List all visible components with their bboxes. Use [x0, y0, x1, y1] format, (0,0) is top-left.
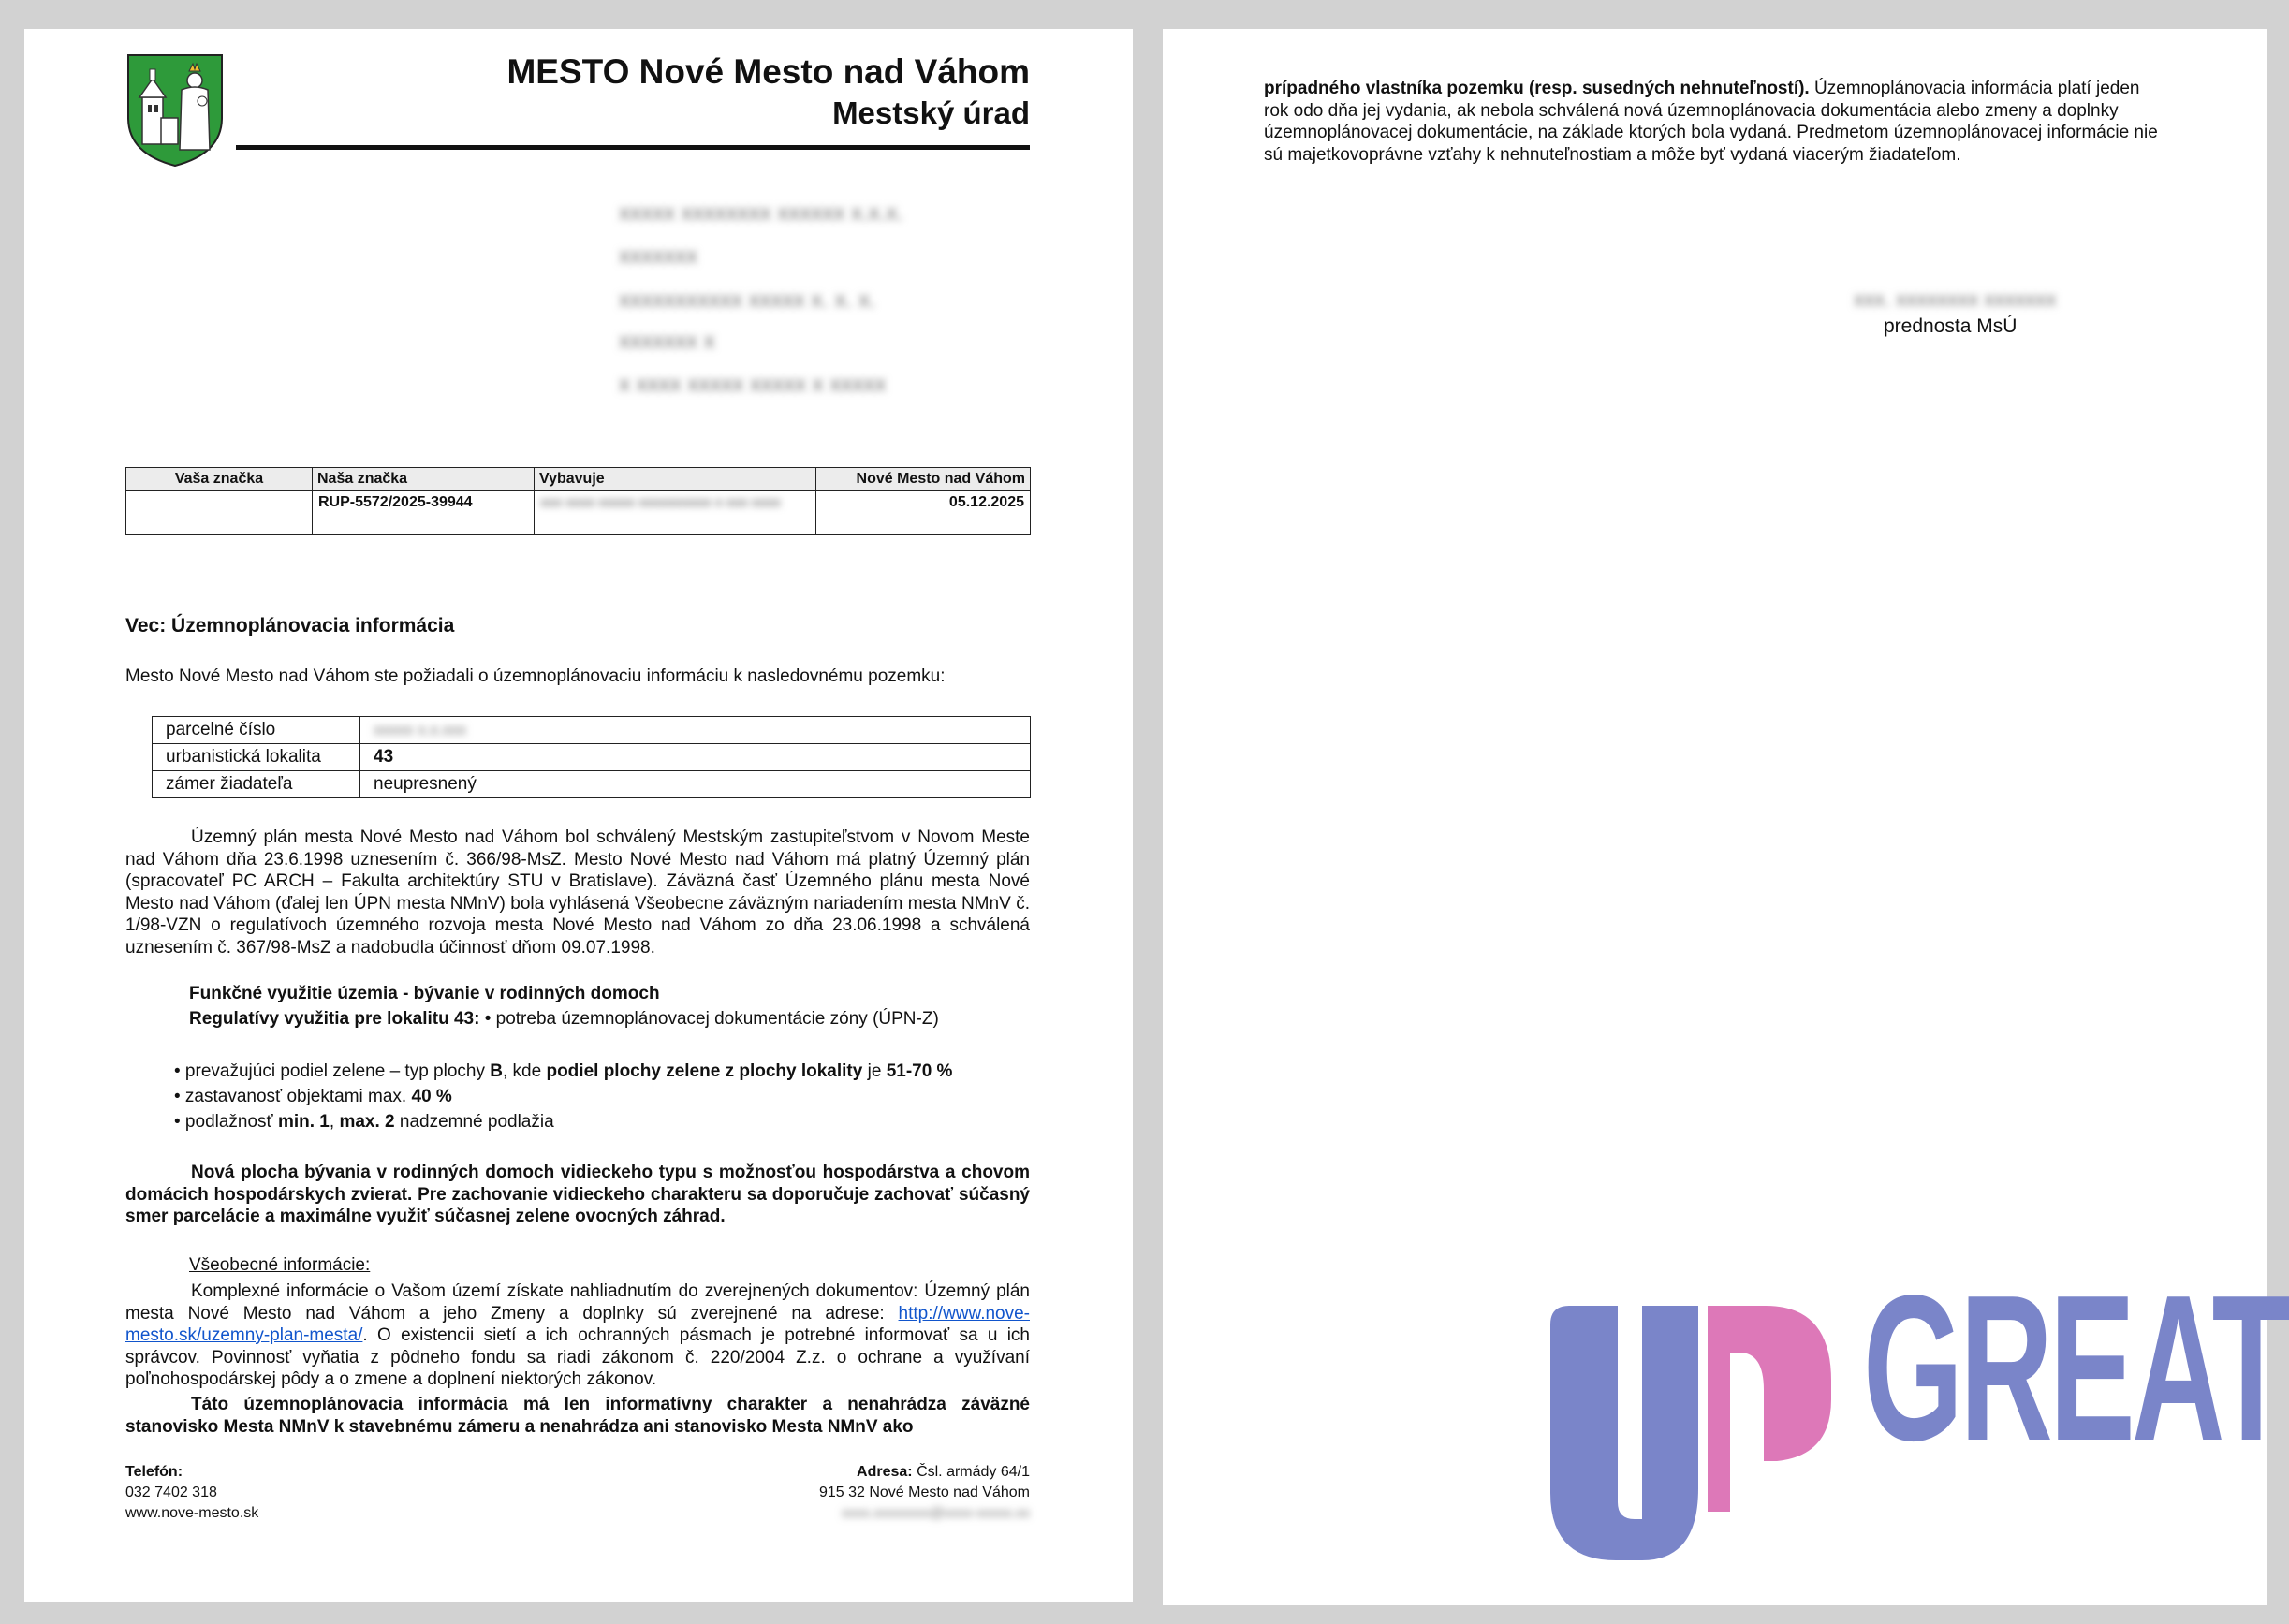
general-info-paragraph — [125, 1280, 1030, 1391]
city-coat-of-arms-icon — [125, 52, 225, 168]
bullet-text: , kde — [502, 1061, 547, 1081]
function-line: Funkčné využitie územia - bývanie v rodinných domoch — [189, 984, 660, 1003]
intro-text: Mesto Nové Mesto nad Váhom ste požiadali o územnoplánovaciu informáciu k nasledovnému pozemku: — [125, 666, 946, 686]
bullet-text: nadzemné podlažia — [394, 1112, 554, 1132]
document-page-1 — [24, 29, 1133, 1602]
ref-value-handled-by-redacted: xxx xxxx xxxxx xxxxxxxxxx x xxx xxxx — [535, 491, 816, 535]
table-row — [153, 744, 1031, 771]
footer-web: www.nove-mesto.sk — [125, 1505, 259, 1521]
ref-header-place: Nové Mesto nad Váhom — [816, 468, 1031, 491]
ref-value-our-ref: RUP-5572/2025-39944 — [313, 491, 535, 535]
zoning-plan-link[interactable]: http://www.nove-mesto.sk/uzemny-plan-mesta/ — [125, 1303, 1030, 1345]
list-item — [174, 1084, 1017, 1109]
plot-value-redacted: xxxxx x.x.xxx — [360, 717, 1031, 744]
header-divider — [236, 145, 1030, 150]
ref-header-handled-by: Vybavuje — [535, 468, 816, 491]
list-item — [174, 1109, 1017, 1134]
footer-contact — [125, 1462, 258, 1524]
continuation-bold: prípadného vlastníka pozemku (resp. susedných nehnuteľností). — [1264, 79, 1810, 98]
bullet-bold: 40 % — [411, 1087, 452, 1106]
footer-email-redacted: xxxx.xxxxxxxx@xxxx-xxxxx.xx — [841, 1505, 1030, 1521]
ref-header-your-ref: Vaša značka — [126, 468, 313, 491]
signatory-name-redacted: xxx. xxxxxxxx xxxxxxx — [1854, 287, 2057, 311]
redacted-address-line: xxxxxxxxxxx xxxxx x. x. x. — [619, 287, 876, 313]
redacted-address-line: xxxxx xxxxxxxx xxxxxx x.x.x. — [619, 200, 904, 226]
footer-phone: 032 7402 318 — [125, 1485, 217, 1500]
plot-label: parcelné číslo — [153, 717, 360, 744]
redacted-address-line: xxxxxxx — [619, 243, 697, 269]
plot-label: urbanistická lokalita — [153, 744, 360, 771]
redacted-address-line: xxxxxxx x — [619, 329, 715, 354]
bullet-text: , — [329, 1112, 340, 1132]
ref-value-date: 05.12.2025 — [816, 491, 1031, 535]
function-regulatives — [189, 981, 1032, 1031]
footer-address-label: Adresa: — [857, 1464, 913, 1480]
table-row — [153, 771, 1031, 798]
general-info-text: Komplexné informácie o Vašom území získate nahliadnutím do zverejnených dokumentov: Územný plán mesta Nové Mesto nad Váhom a jeho Zmeny a doplnky sú zverejnené na adrese: — [125, 1281, 1030, 1324]
footer-address-line — [819, 1462, 1030, 1483]
footer-address-street: Čsl. armády 64/1 — [917, 1464, 1030, 1480]
bullet-bold: 51-70 % — [886, 1061, 953, 1081]
general-info-text: . O existencii sietí a ich ochranných pásmach je potrebné informovať sa u ich správcov. Povinnosť vyňatia z pôdneho fondu sa riadi zákonom č. 220/2004 Z.z. o ochrane a využívaní poľnohospodárskej pôdy a o zmene a doplnení niektorých zákonov. — [125, 1325, 1030, 1389]
plot-value: neupresnený — [360, 771, 1031, 798]
regulative-line — [189, 1006, 1032, 1031]
letter-subject: Vec: Územnoplánovacia informácia — [125, 615, 455, 636]
ref-header-our-ref: Naša značka — [313, 468, 535, 491]
footer-address — [819, 1462, 1030, 1524]
plot-label: zámer žiadateľa — [153, 771, 360, 798]
table-row — [153, 717, 1031, 744]
signatory-role: prednosta MsÚ — [1884, 315, 2018, 337]
office-name-heading: Mestský úrad — [832, 95, 1030, 130]
bullet-text: je — [862, 1061, 887, 1081]
bullet-text: • prevažujúci podiel zelene – typ plochy — [174, 1061, 491, 1081]
zoning-plan-paragraph: Územný plán mesta Nové Mesto nad Váhom bol schválený Mestským zastupiteľstvom v Novom Meste nad Váhom dňa 23.6.1998 uznesením č. 366/98-MsZ. Mesto Nové Mesto nad Váhom má platný Územný plán (spracovateľ PC ARCH – Fakulta architektúry STU v Bratislave). Záväzná časť Územného plánu mesta Nové Mesto nad Váhom (ďalej len ÚPN mesta NMnV) bola vyhlásená Všeobecne záväzným nariadením mesta NMnV č. 1/98-VZN o regulatívoch územného rozvoja mesta Nové Mesto nad Váhom zo dňa 23.06.1998 a schválená uznesením č. 367/98-MsZ a nadobudla účinnosť dňom 09.07.1998. — [125, 827, 1030, 958]
city-name-heading: MESTO Nové Mesto nad Váhom — [506, 52, 1030, 91]
continuation-text: Územnoplánovacia informácia platí jeden rok odo dňa jej vydania, ak nebola schválená nová územnoplánovacia dokumentácia alebo zmeny a doplnky územnoplánovacej dokumentácie, na základe ktorých bola vydaná. Predmetom územnoplánovacej informácie nie sú majetkovoprávne vzťahy k nehnuteľnostiam a môže byť vydaná viacerým žiadateľom. — [1264, 79, 2158, 165]
bullet-bold: podiel plochy zelene z plochy lokality — [546, 1061, 863, 1081]
bullet-bold: B — [490, 1061, 503, 1081]
regulative-text: • potreba územnoplánovacej dokumentácie zóny (ÚPN-Z) — [479, 1009, 939, 1029]
new-area-paragraph: Nová plocha bývania v rodinných domoch vidieckeho typu s možnosťou hospodárstva a chovom domácich hospodárskych zvierat. Pre zachovanie vidieckeho charakteru sa doporučuje zachovať súčasný smer parcelácie a maximálne využiť súčasnej zelene ovocných záhrad. — [125, 1163, 1030, 1226]
bullet-text: • podlažnosť — [174, 1112, 278, 1132]
bullet-text: • zastavanosť objektami max. — [174, 1087, 412, 1106]
watermark-text: GREAT — [1863, 1252, 2287, 1485]
ref-value-your-ref — [126, 491, 313, 535]
reference-table — [125, 467, 1031, 535]
regulative-label: Regulatívy využitia pre lokalitu 43: — [189, 1009, 480, 1029]
general-info-heading: Všeobecné informácie: — [189, 1255, 371, 1275]
list-item — [174, 1059, 1017, 1084]
footer-address-city: 915 32 Nové Mesto nad Váhom — [818, 1485, 1030, 1500]
plot-value: 43 — [360, 744, 1031, 771]
redacted-address-line: x xxxx xxxxx xxxxx x xxxxx — [619, 372, 887, 397]
regulative-bullet-list — [174, 1059, 1017, 1134]
bullet-bold: max. 2 — [339, 1112, 395, 1132]
plot-info-table — [152, 716, 1031, 798]
continuation-paragraph — [1264, 78, 2168, 166]
bullet-bold: min. 1 — [277, 1112, 330, 1132]
disclaimer-paragraph: Táto územnoplánovacia informácia má len informatívny charakter a nenahrádza záväzné stanovisko Mesta NMnV k stavebnému zámeru a nenahrádza ani stanovisko Mesta NMnV ako — [125, 1395, 1030, 1437]
document-page-2 — [1163, 29, 2287, 1605]
footer-phone-label: Telefón: — [125, 1464, 183, 1480]
